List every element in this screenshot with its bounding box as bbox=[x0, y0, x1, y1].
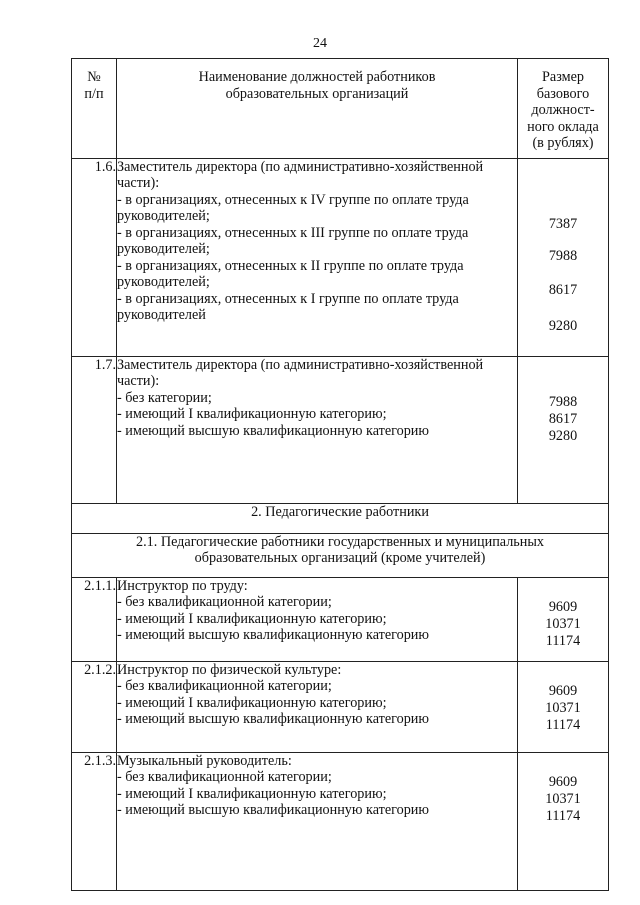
row-number: 2.1.2. bbox=[72, 661, 117, 752]
table-row bbox=[72, 752, 609, 890]
row-salary bbox=[518, 661, 609, 752]
salary-value: 10371 bbox=[545, 615, 581, 632]
description-line: - в организациях, отнесенных к III группе по оплате труда bbox=[117, 224, 469, 241]
description-line: руководителей bbox=[117, 307, 206, 323]
header-salary-line: должност- bbox=[531, 102, 595, 118]
description-line: части): bbox=[117, 175, 160, 191]
subsection-heading-line: образовательных организаций (кроме учителей) bbox=[194, 550, 486, 566]
description-line: - без квалификационной категории; bbox=[117, 678, 332, 694]
description-line: - имеющий высшую квалификационную категорию bbox=[117, 711, 429, 727]
section-heading: 2. Педагогические работники bbox=[72, 503, 609, 533]
header-salary bbox=[518, 59, 609, 159]
row-salary bbox=[518, 158, 609, 356]
salary-value: 7988 bbox=[548, 393, 578, 410]
description-line: - имеющий I квалификационную категорию; bbox=[117, 785, 387, 802]
table-row bbox=[72, 661, 609, 752]
row-number: 2.1.1. bbox=[72, 577, 117, 661]
header-salary-line: Размер bbox=[542, 69, 584, 85]
row-number: 2.1.3. bbox=[72, 752, 117, 890]
salary-value: 8617 bbox=[548, 410, 578, 427]
header-position-name bbox=[117, 59, 518, 159]
table-row bbox=[72, 577, 609, 661]
description-line: - имеющий высшую квалификационную категорию bbox=[117, 422, 429, 439]
salary-value: 11174 bbox=[545, 807, 581, 824]
section-heading-row bbox=[72, 503, 609, 533]
row-number: 1.6. bbox=[72, 158, 117, 356]
header-salary-line: базового bbox=[536, 85, 590, 102]
description-line: Заместитель директора (по административно-хозяйственной bbox=[117, 158, 484, 175]
salary-value: 9609 bbox=[548, 773, 578, 790]
salary-value: 9280 bbox=[548, 317, 578, 334]
row-number: 1.7. bbox=[72, 356, 117, 503]
description-line: части): bbox=[117, 373, 160, 389]
row-salary bbox=[518, 752, 609, 890]
description-line: - без категории; bbox=[117, 389, 212, 406]
header-salary-line: ного оклада bbox=[527, 118, 599, 135]
description-line: Инструктор по труду: bbox=[117, 577, 248, 594]
row-salary bbox=[518, 577, 609, 661]
row-description bbox=[117, 661, 518, 752]
salary-value: 11174 bbox=[545, 632, 581, 649]
table-header bbox=[72, 59, 609, 159]
row-description bbox=[117, 752, 518, 890]
header-name-line: Наименование должностей работников bbox=[198, 69, 436, 85]
page-number: 24 bbox=[313, 36, 327, 51]
salary-value: 7988 bbox=[548, 247, 578, 264]
header-salary-line: (в рублях) bbox=[532, 135, 594, 151]
salary-value: 10371 bbox=[545, 699, 581, 716]
header-number bbox=[72, 59, 117, 159]
header-number-line: № bbox=[87, 69, 101, 85]
row-description bbox=[117, 158, 518, 356]
description-line: Инструктор по физической культуре: bbox=[117, 661, 342, 678]
table-row bbox=[72, 356, 609, 503]
salary-value: 9609 bbox=[548, 682, 578, 699]
subsection-heading-line: 2.1. Педагогические работники государственных и муниципальных bbox=[136, 533, 544, 550]
description-line: - имеющий высшую квалификационную категорию bbox=[117, 802, 429, 818]
salary-value: 9609 bbox=[548, 598, 578, 615]
row-description bbox=[117, 356, 518, 503]
description-line: - имеющий I квалификационную категорию; bbox=[117, 406, 387, 422]
description-line: - имеющий I квалификационную категорию; bbox=[117, 610, 387, 627]
description-line: Заместитель директора (по административно-хозяйственной bbox=[117, 356, 484, 373]
description-line: - имеющий высшую квалификационную категорию bbox=[117, 627, 429, 643]
description-line: - без квалификационной категории; bbox=[117, 769, 332, 785]
table-row bbox=[72, 158, 609, 356]
description-line: - в организациях, отнесенных к II группе по оплате труда bbox=[117, 257, 464, 274]
description-line: Музыкальный руководитель: bbox=[117, 752, 292, 769]
header-name-line: образовательных организаций bbox=[225, 85, 409, 102]
description-line: - в организациях, отнесенных к I группе по оплате труда bbox=[117, 290, 459, 307]
description-line: - в организациях, отнесенных к IV группе по оплате труда bbox=[117, 191, 469, 208]
description-line: руководителей; bbox=[117, 274, 210, 290]
subsection-heading-row bbox=[72, 533, 609, 577]
description-line: руководителей; bbox=[117, 241, 210, 257]
salary-value: 9280 bbox=[548, 427, 578, 444]
row-description bbox=[117, 577, 518, 661]
salary-table bbox=[71, 58, 609, 891]
salary-value: 7387 bbox=[548, 215, 578, 232]
salary-value: 10371 bbox=[545, 790, 581, 807]
salary-value: 8617 bbox=[548, 281, 578, 298]
description-line: - имеющий I квалификационную категорию; bbox=[117, 694, 387, 711]
header-number-line: п/п bbox=[84, 85, 104, 102]
description-line: - без квалификационной категории; bbox=[117, 594, 332, 610]
salary-value: 11174 bbox=[545, 716, 581, 733]
subsection-heading bbox=[72, 533, 609, 577]
description-line: руководителей; bbox=[117, 208, 210, 224]
row-salary bbox=[518, 356, 609, 503]
